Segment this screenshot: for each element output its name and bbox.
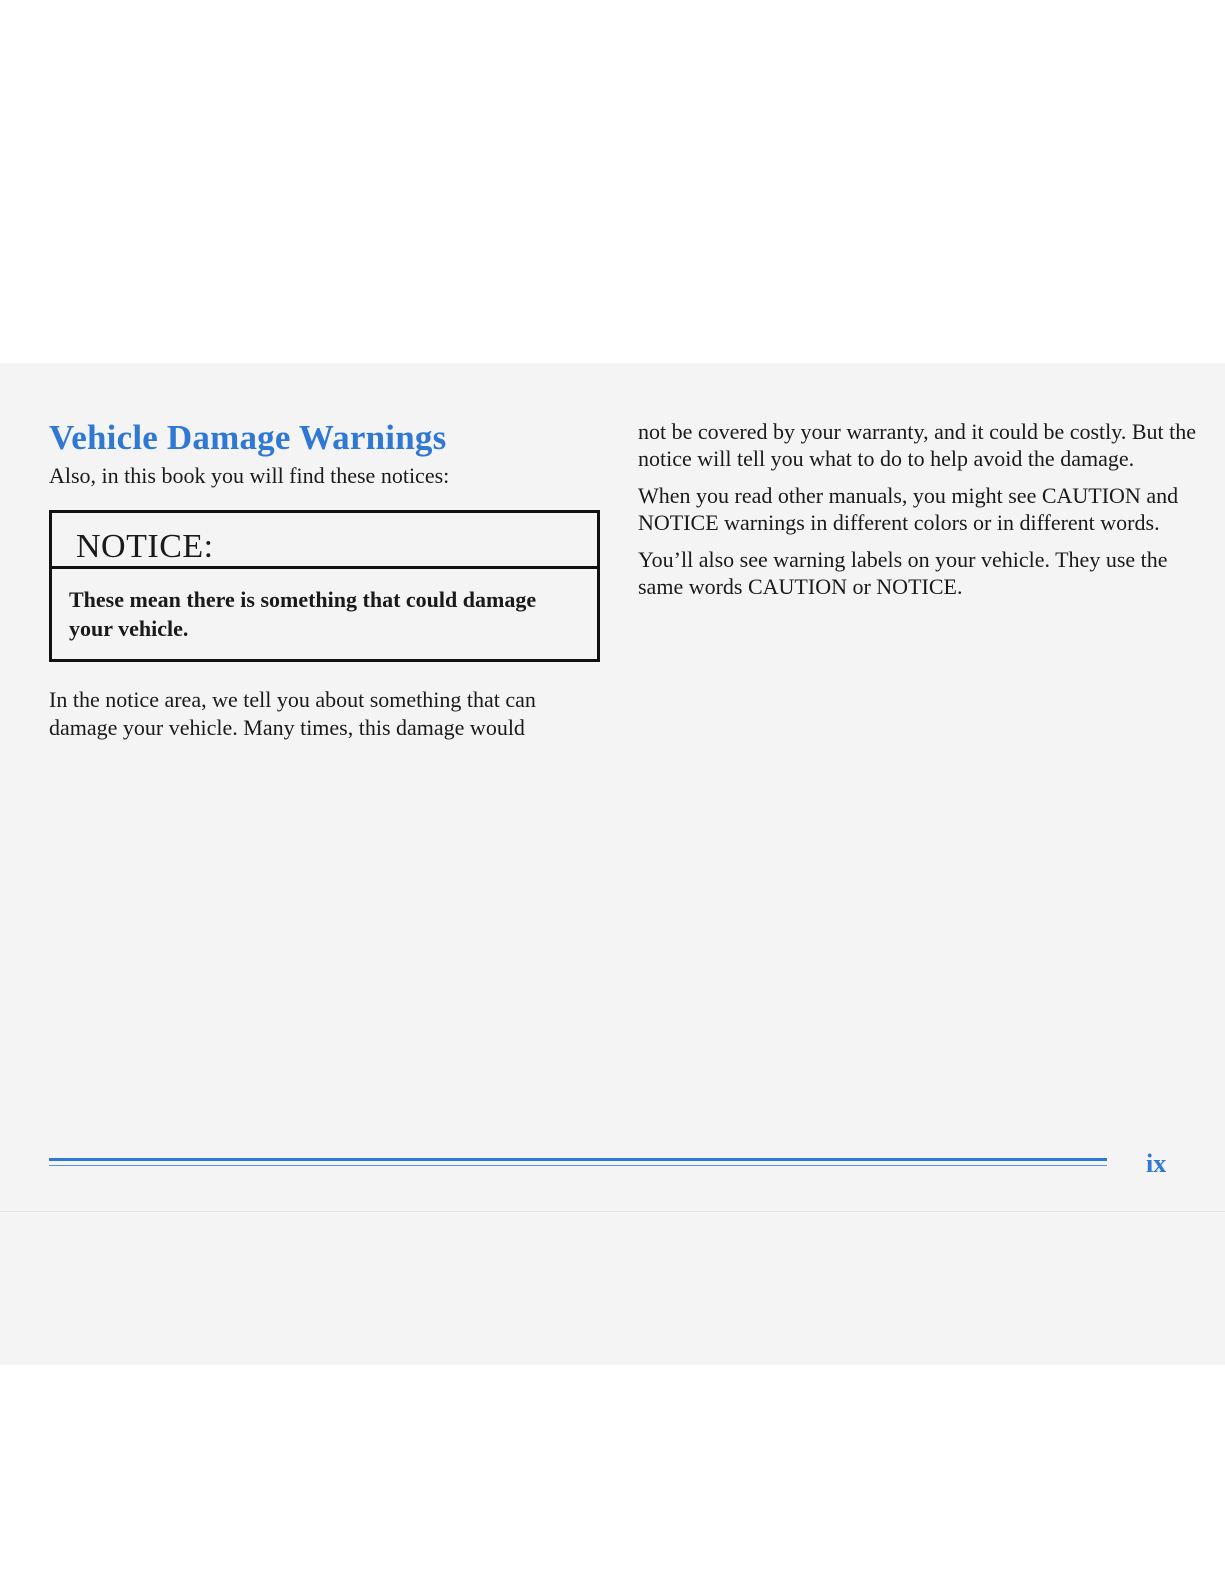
footer-rule-thick	[49, 1158, 1107, 1161]
left-column	[49, 418, 604, 742]
notice-text: These mean there is something that could damage your vehicle.	[69, 587, 537, 641]
page-number: ix	[1146, 1149, 1167, 1178]
warning-labels-paragraph: You’ll also see warning labels on your vehicle. They use the same words CAUTION or NOTICE.	[638, 547, 1168, 599]
warranty-paragraph: not be covered by your warranty, and it could be costly. But the notice will tell you what to do to help avoid the damage.	[638, 419, 1196, 471]
footer-rule	[49, 1156, 1107, 1170]
notice-box	[49, 510, 600, 662]
manual-page	[0, 363, 1225, 1365]
page-bottom-divider	[0, 1211, 1225, 1212]
other-manuals-paragraph: When you read other manuals, you might see CAUTION and NOTICE warnings in different colors or in different words.	[638, 483, 1179, 535]
notice-explanation: In the notice area, we tell you about something that can damage your vehicle. Many times, this damage would	[49, 687, 536, 740]
right-column	[638, 418, 1198, 610]
footer-rule-thin	[49, 1165, 1107, 1166]
intro-text: Also, in this book you will find these notices:	[49, 463, 450, 488]
notice-label: NOTICE:	[52, 513, 597, 569]
section-title: Vehicle Damage Warnings	[49, 418, 447, 457]
